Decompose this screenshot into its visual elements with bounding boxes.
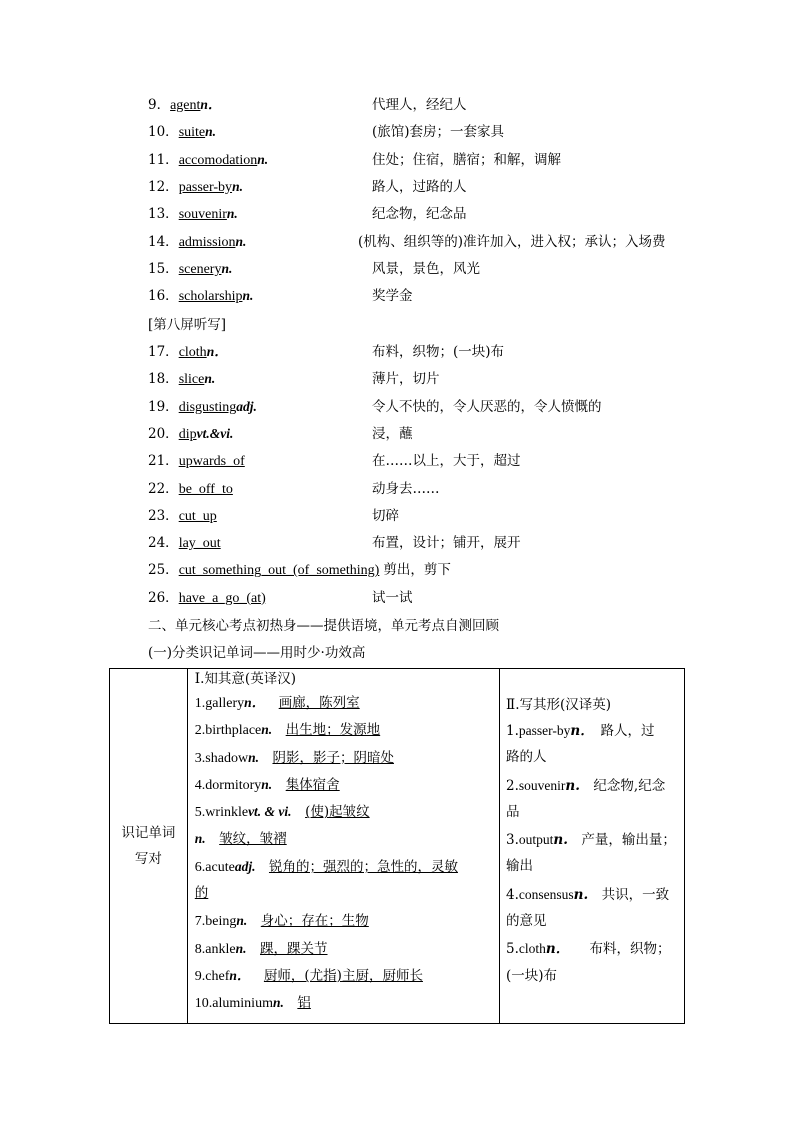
left-item-word: 3.shadow xyxy=(194,750,249,766)
vocab-row xyxy=(148,341,505,363)
left-item xyxy=(188,744,499,771)
left-item-word: 8.ankle xyxy=(194,941,236,957)
vocab-number: 18． xyxy=(148,371,179,388)
vocab-number: 11． xyxy=(148,151,179,168)
right-item-pos: n． xyxy=(545,941,563,958)
vocab-pos: vt.&vi. xyxy=(196,425,234,441)
vocab-meaning: 薄片，切片 xyxy=(372,371,440,388)
right-item-pos: n． xyxy=(570,723,587,739)
vocab-word: dip xyxy=(178,426,197,442)
left-item-pos: n. xyxy=(272,995,284,1011)
vocab-number: 23． xyxy=(148,507,179,524)
vocab-row xyxy=(148,203,467,225)
left-item-word: 4.dormitory xyxy=(194,777,262,793)
heading-core: 二、单元核心考点初热身——提供语境，单元考点自测回顾 xyxy=(148,618,499,634)
vocab-row xyxy=(148,587,413,609)
vocab-row xyxy=(148,368,440,390)
left-item-pos: n. xyxy=(236,913,248,929)
vocab-number: 20． xyxy=(148,425,179,442)
vocab-row xyxy=(148,559,451,581)
vocab-number: 9． xyxy=(148,97,171,113)
left-item-pos: n． xyxy=(229,967,251,983)
vocab-meaning: 动身去…… xyxy=(372,480,440,497)
vocab-meaning: 在……以上，大于，超过 xyxy=(372,453,521,470)
right-item xyxy=(500,881,684,908)
vocab-meaning: 风景，景色，风光 xyxy=(372,260,480,277)
vocab-word: suite xyxy=(178,125,206,141)
left-item-word: 9.chef xyxy=(194,968,230,984)
left-title: Ⅰ.知其意(英译汉) xyxy=(194,671,296,687)
vocab-pos: n. xyxy=(204,371,216,387)
right-item xyxy=(500,963,684,990)
left-items xyxy=(188,689,499,1017)
left-item xyxy=(188,716,499,743)
right-item-text: 的意见 xyxy=(506,913,547,930)
left-item xyxy=(188,989,499,1016)
vocab-row xyxy=(148,505,399,527)
vocab-row xyxy=(148,231,666,253)
left-item-answer: 锐角的；强烈的；急性的，灵敏 xyxy=(268,858,458,875)
left-item xyxy=(188,689,499,716)
vocab-word: upwards_of xyxy=(178,454,245,470)
vocab-row xyxy=(148,396,602,418)
vocab-number: 22． xyxy=(148,480,179,497)
right-item-pos: n. xyxy=(565,777,580,794)
heading-classify: (一)分类识记单词——用时少·功效高 xyxy=(148,645,366,661)
table-right-column xyxy=(500,669,685,1024)
right-item xyxy=(500,908,684,935)
vocab-word: cut_up xyxy=(178,508,217,524)
right-item-text: (一块)布 xyxy=(506,967,558,984)
right-item xyxy=(500,935,684,962)
left-item-answer: 踝，踝关节 xyxy=(260,940,328,957)
vocab-pos: n. xyxy=(221,260,233,276)
left-item-word: 10.aluminium xyxy=(194,996,273,1012)
vocab-number: 15． xyxy=(148,260,179,277)
right-item-pos: n. xyxy=(573,886,589,903)
vocab-word: cloth xyxy=(178,345,207,360)
left-item-answer: 皱纹，皱褶 xyxy=(219,831,287,848)
left-item xyxy=(188,853,499,880)
table-left-column xyxy=(187,669,499,1024)
right-item-answer: consensus xyxy=(518,886,574,902)
vocab-meaning: 布料，织物；(一块)布 xyxy=(372,344,505,360)
vocab-word: souvenir xyxy=(178,207,227,223)
left-item-answer: 集体宿舍 xyxy=(285,776,340,793)
vocab-number: 12． xyxy=(148,178,179,195)
right-item-num: 5. xyxy=(506,941,519,958)
vocab-meaning: 奖学金 xyxy=(372,288,413,305)
right-item-text: 输出 xyxy=(506,858,534,875)
vocab-row xyxy=(148,94,467,116)
right-item-answer: passer-by xyxy=(518,723,571,738)
left-item xyxy=(188,771,499,798)
table-label xyxy=(110,669,188,1024)
vocab-meaning: 剪出，剪下 xyxy=(383,562,451,579)
vocab-word: lay_out xyxy=(178,536,221,552)
left-item-pos: n. xyxy=(261,776,273,792)
right-item-answer: output xyxy=(518,832,554,848)
left-item-word: 5.wrinkle xyxy=(194,805,249,821)
section-header: [第八屏听写] xyxy=(148,317,227,333)
vocab-number: 17． xyxy=(148,344,179,360)
vocab-pos: adj. xyxy=(236,398,257,414)
vocab-row xyxy=(148,450,521,472)
left-item xyxy=(188,907,499,934)
vocab-word: passer-by xyxy=(178,179,233,195)
left-item xyxy=(188,935,499,962)
right-items xyxy=(500,717,684,990)
right-item-text: 路人，过 xyxy=(586,723,655,739)
left-item-word: 2.birthplace xyxy=(194,723,262,739)
right-item-num: 2. xyxy=(506,777,519,794)
vocab-meaning: (机构、组织等的)准许加入，进入权；承认；入场费 xyxy=(358,233,666,250)
left-item-pos: n. xyxy=(194,831,206,847)
vocab-number: 24． xyxy=(148,535,179,552)
vocab-meaning: 令人不快的，令人厌恶的，令人愤慨的 xyxy=(372,398,602,415)
left-item-pos: n． xyxy=(244,695,266,710)
vocab-number: 14． xyxy=(148,233,179,250)
vocab-meaning: 代理人，经纪人 xyxy=(372,97,467,113)
vocab-number: 19． xyxy=(148,398,179,415)
left-item xyxy=(188,880,499,907)
vocab-meaning: 布置，设计；铺开，展开 xyxy=(372,535,521,552)
vocab-number: 13． xyxy=(148,206,179,223)
vocab-number: 25． xyxy=(148,562,179,579)
left-item-answer: 铝 xyxy=(297,995,311,1012)
vocab-number: 10． xyxy=(148,124,179,141)
right-item xyxy=(500,744,684,771)
vocab-row xyxy=(148,176,467,198)
right-item-num: 4. xyxy=(506,886,519,903)
vocab-number: 16． xyxy=(148,288,179,305)
vocab-meaning: 路人，过路的人 xyxy=(372,178,467,195)
right-item-text: 品 xyxy=(506,803,520,820)
vocab-row xyxy=(148,121,505,143)
vocab-word: admission xyxy=(178,234,236,250)
left-item xyxy=(188,825,499,852)
left-item-word: 6.acute xyxy=(194,859,235,875)
vocab-pos: n. xyxy=(242,288,254,304)
vocab-word: accomodation xyxy=(178,152,258,168)
word-table xyxy=(109,668,685,1024)
right-item-text: 布料，织物； xyxy=(562,941,671,958)
left-item xyxy=(188,798,499,825)
right-item-answer: cloth xyxy=(518,941,546,957)
vocab-meaning: 试一试 xyxy=(372,589,413,606)
left-item-answer: 画廊，陈列室 xyxy=(278,695,360,711)
left-item-pos: vt. & vi. xyxy=(248,804,292,820)
vocab-meaning: 浸，蘸 xyxy=(372,425,413,442)
left-item-pos: adj. xyxy=(234,858,256,874)
vocab-word: agent xyxy=(170,98,201,113)
vocab-row xyxy=(148,532,521,554)
vocab-number: 21． xyxy=(148,453,179,470)
vocab-pos: n. xyxy=(232,178,243,194)
vocab-word: disgusting xyxy=(178,399,237,415)
right-title: Ⅱ.写其形(汉译英) xyxy=(506,697,612,713)
right-item xyxy=(500,772,684,799)
right-item-text: 路的人 xyxy=(506,749,547,766)
right-item-text: 产量，输出量； xyxy=(567,832,676,849)
vocab-pos: n. xyxy=(226,206,238,222)
vocab-row xyxy=(148,258,480,280)
vocab-pos: n. xyxy=(205,124,217,140)
vocab-meaning: (旅馆)套房；一套家具 xyxy=(372,124,505,141)
left-item-pos: n. xyxy=(235,940,247,956)
vocab-word: slice xyxy=(178,372,205,388)
vocab-row xyxy=(148,285,413,307)
right-item xyxy=(500,799,684,826)
vocab-meaning: 切碎 xyxy=(372,507,399,524)
left-item-pos: n. xyxy=(248,749,259,765)
vocab-word: cut_something_out_(of_something) xyxy=(178,563,380,579)
right-item-num: 3. xyxy=(506,832,519,849)
left-item xyxy=(188,962,499,989)
right-item xyxy=(500,826,684,853)
vocab-row xyxy=(148,478,440,500)
left-item-answer: 厨师，(尤指)主厨，厨师长 xyxy=(263,967,423,984)
vocab-word: scenery xyxy=(178,261,222,277)
vocab-row xyxy=(148,423,413,445)
vocab-meaning: 住处；住宿，膳宿；和解，调解 xyxy=(372,151,561,168)
vocab-pos: n． xyxy=(206,344,228,359)
right-item-num: 1. xyxy=(506,723,519,739)
right-item-text: 共识，一致 xyxy=(588,886,670,903)
left-item-word: 1.gallery xyxy=(194,696,245,711)
vocab-pos: n． xyxy=(200,97,222,112)
right-item xyxy=(500,853,684,880)
vocab-row xyxy=(148,149,561,171)
vocab-pos: n. xyxy=(257,151,269,167)
label-line-2: 写对 xyxy=(134,851,162,867)
vocab-number: 26． xyxy=(148,589,179,606)
left-item-answer: 阴影，影子；阴暗处 xyxy=(272,749,394,766)
left-item-answer: 出生地；发源地 xyxy=(285,722,381,739)
left-item-pos: n. xyxy=(261,722,273,738)
left-item-answer: (使)起皱纹 xyxy=(305,804,370,821)
left-item-word: 7.being xyxy=(194,914,237,930)
right-item-answer: souvenir xyxy=(518,777,566,793)
label-line-1: 识记单词 xyxy=(121,825,176,841)
vocab-word: scholarship xyxy=(178,289,243,305)
left-item-answer: 身心；存在；生物 xyxy=(260,913,369,930)
vocab-pos: n. xyxy=(235,233,247,249)
vocab-word: be_off_to xyxy=(178,481,233,497)
left-item-answer: 的 xyxy=(194,885,209,902)
vocab-word: have_a_go_(at) xyxy=(178,590,266,606)
vocab-meaning: 纪念物，纪念品 xyxy=(372,206,467,223)
right-item xyxy=(500,717,684,744)
right-item-text: 纪念物,纪念 xyxy=(579,777,666,794)
right-item-pos: n. xyxy=(553,832,568,849)
